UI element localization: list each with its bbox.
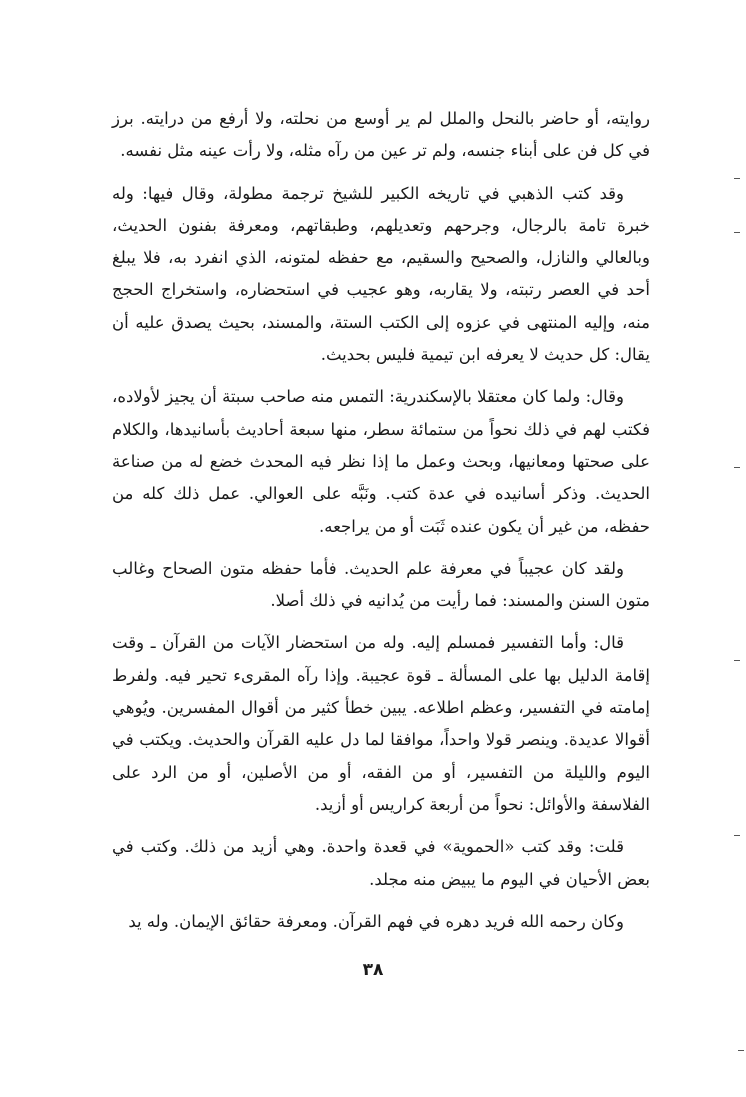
body-text xyxy=(112,103,650,948)
paragraph-5: قال: وأما التفسير فمسلم إليه. وله من استحضار الآيات من القرآن ـ وقت إقامة الدليل بها على المسألة ـ قوة عجيبة. وإذا رآه المقرىء تحير فيه. ولفرط إمامته في التفسير، وعظم اطلاعه. يبين خطأ كثير من أقوال المفسرين. ويُوهي أقوالا عديدة. وينصر قولا واحداً، موافقا لما دل عليه القرآن والحديث. ويكتب في اليوم والليلة من التفسير، أو من الفقه، أو من الأصلين، أو من الرد على الفلاسفة والأوائل: نحواً من أربعة كراريس أو أزيد. xyxy=(112,633,650,814)
scan-mark xyxy=(734,178,740,179)
scan-mark xyxy=(734,660,740,661)
paragraph-1: روايته، أو حاضر بالنحل والملل لم ير أوسع من نحلته، ولا أرفع من درايته. برز في كل فن على أبناء جنسه، ولم تر عين من رآه مثله، ولا رأت عينه مثل نفسه. xyxy=(112,109,650,161)
paragraph-3: وقال: ولما كان معتقلا بالإسكندرية: التمس منه صاحب سبتة أن يجيز لأولاده، فكتب لهم في ذلك نحواً من ستمائة سطر، منها سبعة أحاديث بأسانيدها، والكلام على صحتها ومعانيها، وبحث وعمل ما إذا نظر فيه المحدث خضع له من صناعة الحديث. وذكر أسانيده في عدة كتب. ونَبَّه على العوالي. عمل ذلك كله من حفظه، من غير أن يكون عنده ثَبَت أو من يراجعه. xyxy=(112,387,650,536)
scan-mark xyxy=(734,232,740,233)
scan-mark xyxy=(734,467,740,468)
paragraph-2: وقد كتب الذهبي في تاريخه الكبير للشيخ ترجمة مطولة، وقال فيها: وله خبرة تامة بالرجال، وجرحهم وتعديلهم، وطبقاتهم، ومعرفة بفنون الحديث، وبالعالي والنازل، والصحيح والسقيم، مع حفظه لمتونه، الذي انفرد به، فلا يبلغ أحد في العصر رتبته، ولا يقاربه، وهو عجيب في استحضاره، واستخراج الحجج منه، وإليه المنتهى في عزوه إلى الكتب الستة، والمسند، بحيث يصدق عليه أن يقال: كل حديث لا يعرفه ابن تيمية فليس بحديث. xyxy=(112,183,650,365)
paragraph-6: قلت: وقد كتب «الحموية» في قعدة واحدة. وهي أزيد من ذلك. وكتب في بعض الأحيان في اليوم ما يبيض منه مجلد. xyxy=(112,837,650,889)
scan-mark xyxy=(738,1050,744,1051)
page-number: ٣٨ xyxy=(362,960,384,980)
paragraph-7: وكان رحمه الله فريد دهره في فهم القرآن. ومعرفة حقائق الإيمان. وله يد xyxy=(128,911,624,931)
scan-mark xyxy=(734,835,740,836)
paragraph-4: ولقد كان عجيباً في معرفة علم الحديث. فأما حفظه متون الصحاح وغالب متون السنن والمسند: فما رأيت من يُدانيه في ذلك أصلا. xyxy=(112,558,650,611)
